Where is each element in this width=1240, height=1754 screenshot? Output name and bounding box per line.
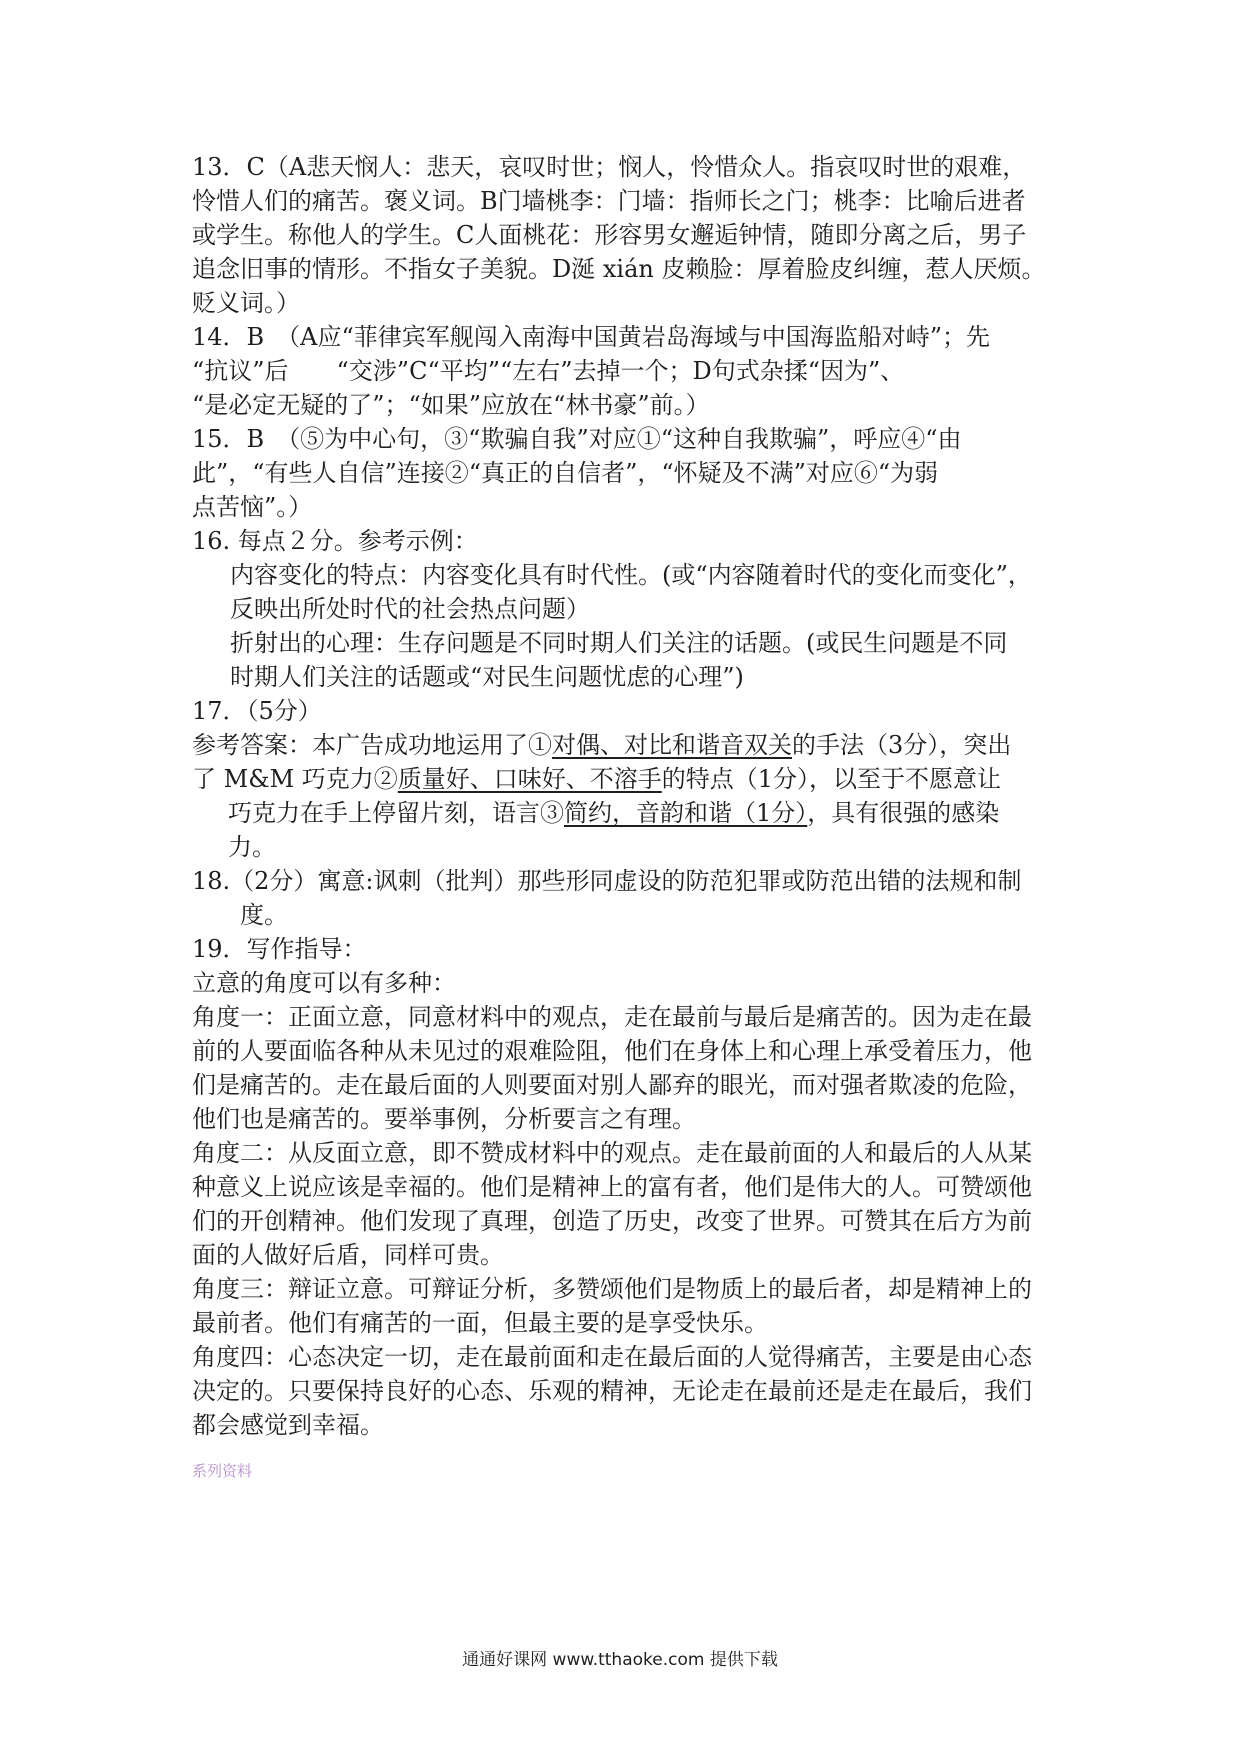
series-label: 系列资料: [192, 1462, 253, 1480]
answer-15-line: 15．B （⑤为中心句，③“欺骗自我”对应①“这种自我欺骗”，呼应④“由: [192, 425, 962, 453]
answer-17-body: [192, 762, 1072, 864]
answer-14-line: “抗议”后 “交涉”C“平均”“左右”去掉一个；D句式杂揉“因为”、: [192, 357, 905, 385]
answer-17-line: [192, 762, 1072, 796]
answer-17: [192, 694, 1072, 864]
answer-13-line: 贬义词。）: [192, 289, 300, 317]
angle-1-line: 前的人要面临各种从未见过的艰难险阻，他们在身体上和心理上承受着压力，他: [192, 1037, 1032, 1065]
answer-17-underline: 对偶、对比和谐音双关: [552, 731, 792, 759]
answer-16-line: 折射出的心理：生存问题是不同时期人们关注的话题。(或民生问题是不同: [230, 629, 1008, 657]
angle-4-line: 都会感觉到幸福。: [192, 1411, 384, 1439]
answer-15-line: 此”，“有些人自信”连接②“真正的自信者”，“怀疑及不满”对应⑥“为弱: [192, 459, 939, 487]
answer-17-text: 的手法（3分），突出: [792, 731, 1012, 759]
answer-13: [192, 150, 1072, 320]
answer-15: [192, 422, 1072, 524]
footer-site: 通通好课网 www.tthaoke.com 提供下载: [462, 1650, 778, 1670]
answer-17-line: [192, 728, 1072, 762]
answer-17-text: 的特点（1分），以至于不愿意让: [661, 765, 1002, 793]
answer-17-line: [192, 796, 1072, 830]
answer-16-line: 内容变化的特点：内容变化具有时代性。(或“内容随着时代的变化而变化”，: [230, 561, 1032, 589]
answer-16-head: 16. 每点２分。参考示例：: [192, 527, 478, 555]
answer-17-text: 了 M&M 巧克力②: [192, 765, 398, 793]
answer-15-line: 点苦恼”。）: [192, 493, 313, 521]
angle-1-line: 们是痛苦的。走在最后面的人则要面对别人鄙弃的眼光，而对强者欺凌的危险，: [192, 1071, 1032, 1099]
angle-2-line: 种意义上说应该是幸福的。他们是精神上的富有者，他们是伟大的人。可赞颂他: [192, 1173, 1032, 1201]
angle-4-line: 角度四：心态决定一切，走在最前面和走在最后面的人觉得痛苦，主要是由心态: [192, 1343, 1032, 1371]
angle-2-line: 面的人做好后盾，同样可贵。: [192, 1241, 504, 1269]
angle-3-line: 角度三：辩证立意。可辩证分析，多赞颂他们是物质上的最后者，却是精神上的: [192, 1275, 1032, 1303]
answer-13-line: 13．C（A悲天悯人：悲天，哀叹时世；悯人，怜惜众人。指哀叹时世的艰难，: [192, 153, 1027, 181]
answer-13-line: 追念旧事的情形。不指女子美貌。D涎 xián 皮赖脸：厚着脸皮纠缠，惹人厌烦。: [192, 255, 1046, 283]
answer-17-text: ，具有很强的感染: [807, 799, 1000, 827]
angle-1-line: 角度一：正面立意，同意材料中的观点，走在最前与最后是痛苦的。因为走在最: [192, 1003, 1032, 1031]
answer-17-underline: 质量好、口味好、不溶手: [397, 765, 662, 793]
answer-content: [192, 150, 1072, 1442]
answer-17-text: 参考答案：本广告成功地运用了①: [192, 731, 552, 759]
answer-18-line: 度。: [240, 901, 288, 929]
answer-18-line: 18.（2分）寓意:讽刺（批判）那些形同虚设的防范犯罪或防范出错的法规和制: [192, 867, 1022, 895]
angle-4-line: 决定的。只要保持良好的心态、乐观的精神，无论走在最前还是走在最后，我们: [192, 1377, 1032, 1405]
answer-14: [192, 320, 1072, 422]
answer-13-line: 怜惜人们的痛苦。褒义词。B门墙桃李：门墙：指师长之门；桃李：比喻后进者: [192, 187, 1026, 215]
answer-17-line: 力。: [228, 833, 276, 861]
answer-17-text: 巧克力在手上停留片刻，语言③: [228, 799, 564, 827]
answer-14-line: “是必定无疑的了”；“如果”应放在“林书豪”前。）: [192, 391, 710, 419]
answer-14-line: 14．B （A应“菲律宾军舰闯入南海中国黄岩岛海域与中国海监船对峙”；先: [192, 323, 991, 351]
answer-16-body: [192, 558, 1072, 694]
angle-2-line: 角度二：从反面立意，即不赞成材料中的观点。走在最前面的人和最后的人从某: [192, 1139, 1032, 1167]
answer-13-line: 或学生。称他人的学生。C人面桃花：形容男女邂逅钟情，随即分离之后，男子: [192, 221, 1027, 249]
angle-2-line: 们的开创精神。他们发现了真理，创造了历史，改变了世界。可赞其在后方为前: [192, 1207, 1032, 1235]
answer-16-line: 时期人们关注的话题或“对民生问题忧虑的心理”): [230, 663, 744, 691]
angle-1-line: 他们也是痛苦的。要举事例，分析要言之有理。: [192, 1105, 696, 1133]
answer-16: [192, 524, 1072, 694]
answer-19-intro: 立意的角度可以有多种：: [192, 969, 456, 997]
answer-17-underline: 简约，音韵和谐（1分）: [564, 799, 808, 827]
answer-19: [192, 932, 1072, 1442]
angle-3-line: 最前者。他们有痛苦的一面，但最主要的是享受快乐。: [192, 1309, 768, 1337]
answer-16-line: 反映出所处时代的社会热点问题）: [230, 595, 590, 623]
answer-18: [192, 864, 1072, 932]
answer-19-head: 19．写作指导：: [192, 935, 367, 963]
answer-17-head: 17．（5分）: [192, 697, 322, 725]
